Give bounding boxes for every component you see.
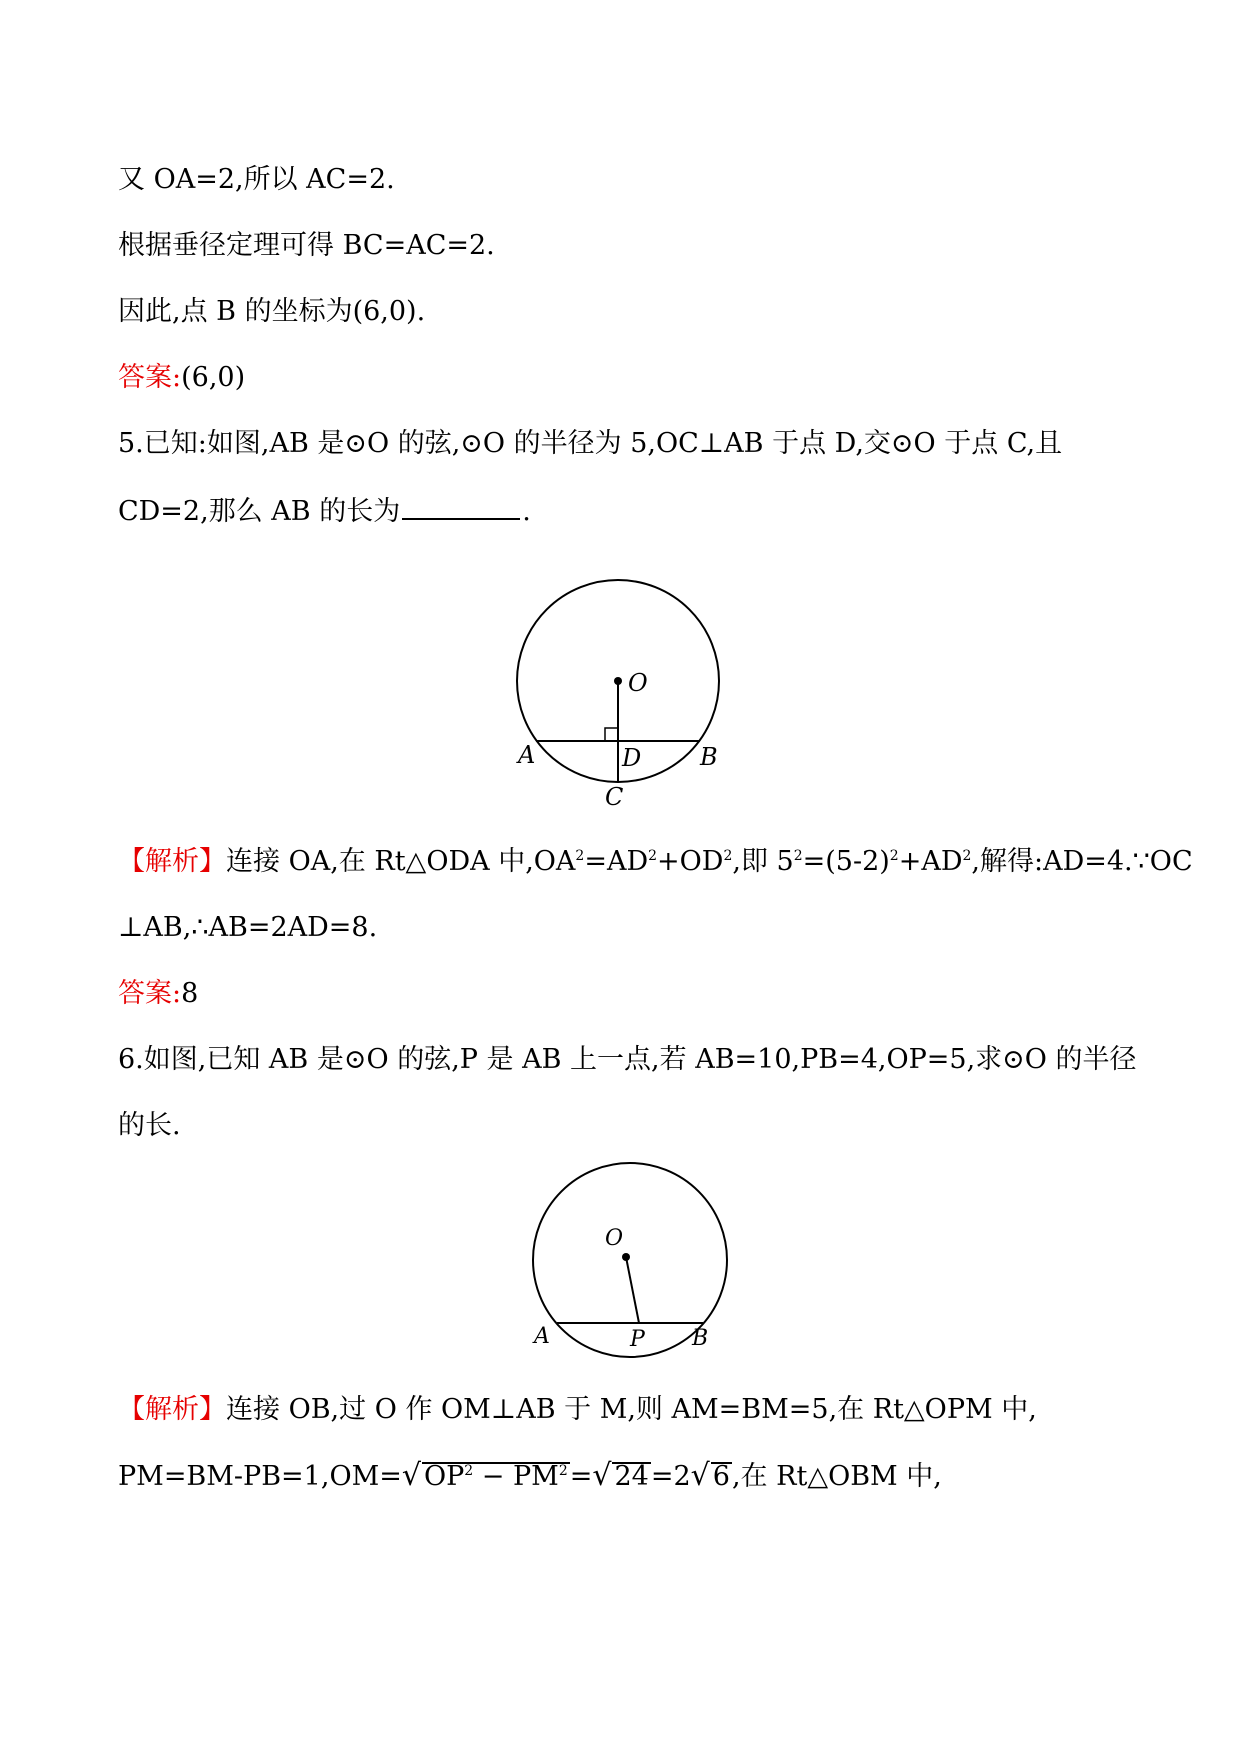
radical-sign: √ bbox=[592, 1458, 612, 1493]
superscript: 2 bbox=[558, 1463, 568, 1479]
radicand-6: 6 bbox=[712, 1461, 730, 1492]
question-5-text: CD=2,那么 AB 的长为 bbox=[118, 496, 401, 527]
label-p: P bbox=[630, 1327, 645, 1352]
radicand-op-pm bbox=[422, 1462, 570, 1490]
radicand-pm: − PM bbox=[473, 1461, 559, 1492]
equals-sign: = bbox=[569, 1461, 593, 1492]
solution-6-part: ,在 Rt△OBM 中, bbox=[731, 1461, 942, 1492]
label-c: C bbox=[605, 783, 624, 811]
radicand-24: 24 bbox=[614, 1461, 649, 1492]
superscript: 2 bbox=[889, 848, 899, 864]
text-line-1: 又 OA=2,所以 AC=2. bbox=[118, 164, 395, 195]
label-o: O bbox=[628, 669, 648, 697]
label-a: A bbox=[518, 741, 536, 769]
segment-op bbox=[626, 1257, 639, 1323]
answer-blank bbox=[402, 492, 520, 520]
figure-circle-chord-point bbox=[520, 1140, 760, 1370]
solution-5-part: ,即 5 bbox=[732, 846, 794, 877]
solution-label: 【解析】 bbox=[118, 846, 226, 877]
superscript: 2 bbox=[464, 1463, 474, 1479]
label-o: O bbox=[605, 1226, 624, 1251]
center-point-o bbox=[622, 1253, 630, 1261]
solution-5-line-2: ⊥AB,∴AB=2AD=8. bbox=[118, 912, 378, 943]
label-a: A bbox=[534, 1324, 550, 1349]
label-d: D bbox=[622, 744, 642, 772]
answer-label: 答案: bbox=[118, 978, 182, 1009]
superscript: 2 bbox=[793, 848, 803, 864]
text-line-3: 因此,点 B 的坐标为(6,0). bbox=[118, 296, 426, 327]
equals-two: =2 bbox=[650, 1461, 691, 1492]
label-b: B bbox=[692, 1326, 709, 1351]
solution-5-part: +OD bbox=[657, 846, 724, 877]
question-6-line-1: 6.如图,已知 AB 是⊙O 的弦,P 是 AB 上一点,若 AB=10,PB=4,OP=5,求⊙O 的半径 bbox=[118, 1044, 1137, 1075]
question-6-line-2: 的长. bbox=[118, 1110, 181, 1141]
solution-5-part: =(5-2) bbox=[802, 846, 890, 877]
radical-sign: √ bbox=[401, 1458, 421, 1493]
solution-6-text: 连接 OB,过 O 作 OM⊥AB 于 M,则 AM=BM=5,在 Rt△OPM 中, bbox=[226, 1394, 1037, 1425]
solution-label: 【解析】 bbox=[118, 1394, 226, 1425]
superscript: 2 bbox=[575, 848, 585, 864]
solution-6-part: PM=BM-PB=1,OM= bbox=[118, 1461, 402, 1492]
answer-value: (6,0) bbox=[181, 362, 246, 393]
right-angle-mark bbox=[605, 728, 618, 741]
figure-circle-chord-perpendicular bbox=[500, 560, 740, 820]
superscript: 2 bbox=[648, 848, 658, 864]
solution-5-part: ,解得:AD=4.∵OC bbox=[971, 846, 1193, 877]
superscript: 2 bbox=[962, 848, 972, 864]
center-point-o bbox=[614, 677, 622, 685]
radical-sign: √ bbox=[690, 1458, 710, 1493]
solution-5-part: =AD bbox=[584, 846, 649, 877]
question-5-line-1: 5.已知:如图,AB 是⊙O 的弦,⊙O 的半径为 5,OC⊥AB 于点 D,交⊙O 于点 C,且 bbox=[118, 428, 1063, 459]
answer-5 bbox=[118, 976, 198, 1012]
solution-5-part: 连接 OA,在 Rt△ODA 中,OA bbox=[226, 846, 576, 877]
solution-5-line-1 bbox=[118, 844, 1193, 880]
solution-5-part: +AD bbox=[898, 846, 963, 877]
superscript: 2 bbox=[723, 848, 733, 864]
answer-value: 8 bbox=[181, 978, 199, 1009]
solution-6-line-2 bbox=[118, 1458, 942, 1495]
question-5-end: . bbox=[522, 496, 531, 527]
radicand-op: OP bbox=[423, 1461, 465, 1492]
answer-label: 答案: bbox=[118, 362, 182, 393]
text-line-2: 根据垂径定理可得 BC=AC=2. bbox=[118, 230, 495, 261]
solution-6-line-1 bbox=[118, 1392, 1037, 1428]
question-5-line-2 bbox=[118, 492, 531, 530]
answer-4 bbox=[118, 360, 245, 396]
label-b: B bbox=[700, 743, 718, 771]
